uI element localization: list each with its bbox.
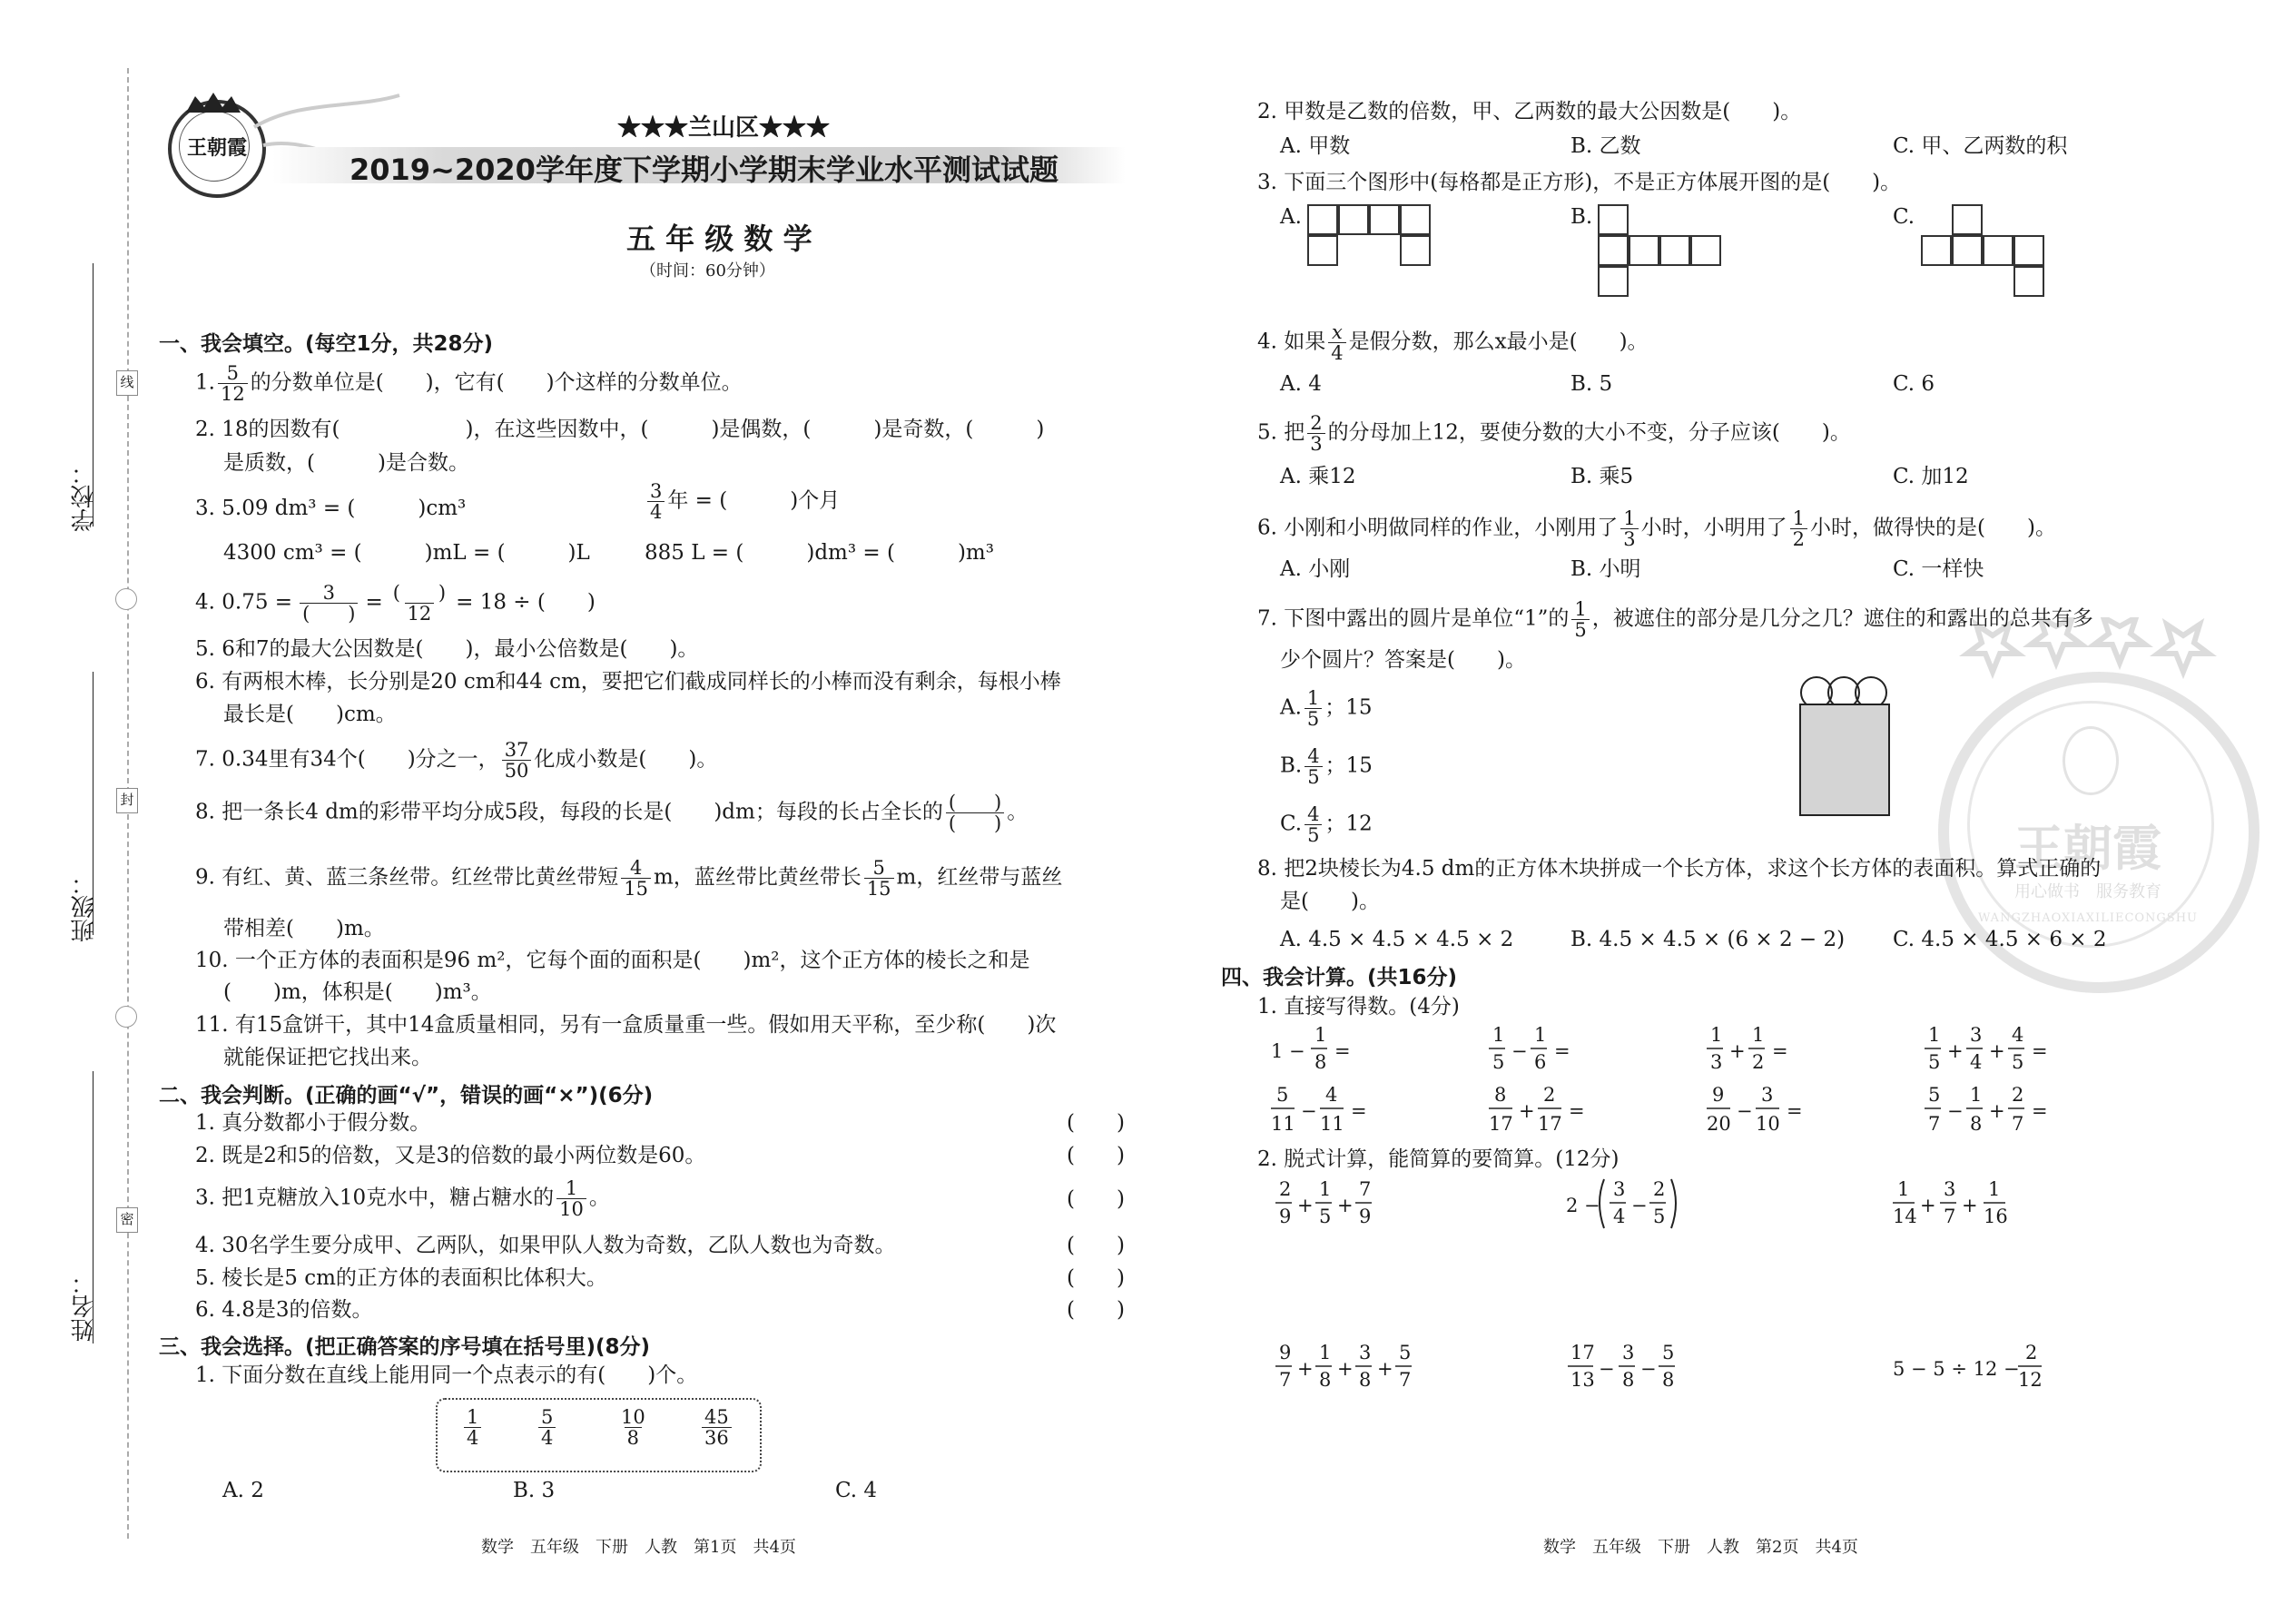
footer-left: 数学 五年级 下册 人教 第1页 共4页 bbox=[481, 1538, 796, 1557]
svg-text:2 −: 2 − bbox=[1566, 1195, 1600, 1216]
svg-text:1: 1 bbox=[1988, 1178, 2001, 1200]
s3-q1-option-b[interactable]: B. 3 bbox=[513, 1479, 556, 1502]
svg-text:+: + bbox=[1989, 1040, 2005, 1062]
s1-q7: 7. 0.34里有34个( )分之一， $\frac{37}{50}$ 化成小数是( )。 bbox=[195, 739, 718, 782]
s1-q6-line1: 6. 有两根木棒，长分别是20 cm和44 cm，要把它们截成同样长的小棒而没有剩余，每根小棒 bbox=[195, 670, 1061, 694]
s3-q8-option-a[interactable]: A. 4.5 × 4.5 × 4.5 × 2 bbox=[1280, 928, 1514, 951]
s3-q3-label-c[interactable]: C. bbox=[1893, 205, 1915, 229]
svg-text:+: + bbox=[1297, 1195, 1314, 1216]
s3-q1-frac-4: $\frac{45}{36}$ bbox=[699, 1407, 734, 1448]
svg-text:+: + bbox=[1337, 1358, 1354, 1380]
watermark-portrait bbox=[2063, 726, 2119, 795]
step-calc-2 bbox=[1566, 1178, 1676, 1228]
s3-q8-line1: 8. 把2块棱长为4.5 dm的正方体木块拼成一个长方体，求这个长方体的表面积。算式正确的 bbox=[1257, 857, 2102, 881]
s3-q2-option-a[interactable]: A. 甲数 bbox=[1280, 134, 1351, 158]
calc-6 bbox=[1489, 1084, 1585, 1135]
svg-text:17: 17 bbox=[1489, 1113, 1513, 1135]
calc-1 bbox=[1271, 1024, 1351, 1073]
s1-q4: 4. 0.75 = $\frac{3}{( )}$ = $\frac{( )}{12}$ = 18 ÷ ( ) bbox=[195, 582, 596, 625]
svg-text:−: − bbox=[1301, 1100, 1317, 1122]
s2-q5-answer[interactable]: ( ) bbox=[1067, 1266, 1125, 1290]
svg-text:1: 1 bbox=[1534, 1024, 1547, 1046]
s2-q3: 3. 把1克糖放入10克水中，糖占糖水的 $\frac{1}{10}$ 。 bbox=[195, 1177, 610, 1221]
watermark-name: 王朝霞 bbox=[2014, 819, 2161, 877]
s2-q6: 6. 4.8是3的倍数。 bbox=[195, 1298, 373, 1322]
s3-q7-line2: 少个圆片？答案是( )。 bbox=[1280, 648, 1526, 672]
s3-q1-option-a[interactable]: A. 2 bbox=[222, 1479, 264, 1502]
s3-q5-option-c[interactable]: C. 加12 bbox=[1893, 465, 1969, 488]
svg-text:+: + bbox=[1297, 1358, 1314, 1380]
s3-q7-option-a[interactable]: A. $\frac{1}{5}$ ；15 bbox=[1280, 687, 1373, 731]
svg-text:8: 8 bbox=[1494, 1084, 1507, 1106]
svg-text:−: − bbox=[1599, 1358, 1615, 1380]
calc-4 bbox=[1925, 1024, 2048, 1073]
svg-text:=: = bbox=[2032, 1040, 2048, 1062]
footer-right: 数学 五年级 下册 人教 第2页 共4页 bbox=[1543, 1538, 1858, 1557]
s2-q2-answer[interactable]: ( ) bbox=[1067, 1144, 1125, 1167]
binding-label-mi: 密 bbox=[116, 1207, 138, 1233]
s1-q6-line2: 最长是( )cm。 bbox=[223, 703, 397, 726]
svg-text:3: 3 bbox=[1622, 1342, 1635, 1363]
svg-text:17: 17 bbox=[1570, 1342, 1595, 1363]
s1-q10-line2: ( )m，体积是( )m³。 bbox=[223, 980, 492, 1004]
svg-text:5: 5 bbox=[2012, 1051, 2024, 1073]
svg-text:13: 13 bbox=[1570, 1369, 1595, 1391]
svg-text:8: 8 bbox=[1970, 1113, 1983, 1135]
calc-8 bbox=[1925, 1084, 2048, 1135]
step-calc-3 bbox=[1893, 1178, 2008, 1227]
s1-q1: 1. $\frac{5}{12}$ 的分数单位是( )，它有( )个这样的分数单位。 bbox=[195, 362, 743, 406]
binding-label-xian: 线 bbox=[116, 370, 138, 396]
svg-text:9: 9 bbox=[1279, 1342, 1292, 1363]
svg-text:6: 6 bbox=[1534, 1051, 1547, 1073]
svg-text:4: 4 bbox=[1325, 1084, 1338, 1106]
s1-q11-line1: 11. 有15盒饼干，其中14盒质量相同，另有一盒质量重一些。假如用天平称，至少称( )次 bbox=[195, 1013, 1057, 1037]
svg-text:1: 1 bbox=[1897, 1178, 1910, 1200]
binding-label-feng: 封 bbox=[116, 788, 138, 813]
svg-text:−: − bbox=[1737, 1100, 1753, 1122]
class-label: 班级： bbox=[71, 871, 98, 942]
s3-q6-option-a[interactable]: A. 小刚 bbox=[1280, 557, 1351, 581]
svg-text:+: + bbox=[1920, 1195, 1936, 1216]
s3-q1-frac-3: $\frac{10}{8}$ bbox=[621, 1406, 645, 1450]
svg-text:1: 1 bbox=[1314, 1024, 1327, 1046]
s1-q8: 8. 把一条长4 dm的彩带平均分成5段，每段的长是( )dm；每段的长占全长的 $\frac{( )}{( )}$ 。 bbox=[195, 792, 1029, 835]
svg-text:4: 4 bbox=[1613, 1206, 1626, 1227]
s1-q3b: $\frac{3}{4}$ 年 = ( )个月 bbox=[645, 481, 840, 522]
svg-text:3: 3 bbox=[1761, 1084, 1774, 1106]
svg-text:10: 10 bbox=[1756, 1113, 1780, 1135]
svg-text:8: 8 bbox=[1314, 1051, 1327, 1073]
calc-5 bbox=[1271, 1084, 1367, 1135]
svg-text:8: 8 bbox=[1662, 1369, 1675, 1391]
s3-q5-option-a[interactable]: A. 乘12 bbox=[1280, 465, 1356, 488]
s2-q6-answer[interactable]: ( ) bbox=[1067, 1298, 1125, 1322]
svg-text:1: 1 bbox=[1319, 1178, 1332, 1200]
section3-title: 三、我会选择。(把正确答案的序号填在括号里)(8分) bbox=[159, 1335, 651, 1359]
svg-text:11: 11 bbox=[1320, 1113, 1344, 1135]
svg-text:−: − bbox=[1631, 1195, 1648, 1216]
s1-q10-line1: 10. 一个正方体的表面积是96 m²，它每个面的面积是( )m²，这个正方体的棱长之和是 bbox=[195, 949, 1030, 972]
section2-title: 二、我会判断。(正确的画“√”，错误的画“×”)(6分) bbox=[159, 1084, 654, 1107]
svg-text:3: 3 bbox=[1970, 1024, 1983, 1046]
calc-2 bbox=[1489, 1024, 1570, 1073]
svg-text:9: 9 bbox=[1279, 1206, 1292, 1227]
svg-text:12: 12 bbox=[2018, 1369, 2043, 1391]
svg-text:7: 7 bbox=[1928, 1113, 1941, 1135]
s3-q3-label-a[interactable]: A. bbox=[1280, 205, 1302, 229]
s2-q3-answer[interactable]: ( ) bbox=[1067, 1187, 1125, 1211]
svg-text:9: 9 bbox=[1359, 1206, 1372, 1227]
s3-q7-option-c[interactable]: C. $\frac{4}{5}$ ；12 bbox=[1280, 803, 1373, 847]
s1-q3d: 885 L = ( )dm³ = ( )m³ bbox=[645, 541, 994, 565]
svg-text:−: − bbox=[1511, 1040, 1528, 1062]
svg-text:16: 16 bbox=[1984, 1206, 2008, 1227]
svg-text:4: 4 bbox=[2012, 1024, 2024, 1046]
svg-text:1: 1 bbox=[1970, 1084, 1983, 1106]
watermark-arc-text: WANGZHAOXIAXILIECONGSHU bbox=[1977, 911, 2199, 925]
step-calc-4 bbox=[1275, 1342, 1412, 1391]
svg-text:=: = bbox=[1772, 1040, 1788, 1062]
s3-q2-option-b[interactable]: B. 乙数 bbox=[1570, 134, 1641, 158]
section4-title: 四、我会计算。(共16分) bbox=[1221, 966, 1458, 989]
svg-text:+: + bbox=[1729, 1040, 1746, 1062]
svg-text:+: + bbox=[1337, 1195, 1354, 1216]
s2-q4-answer[interactable]: ( ) bbox=[1067, 1234, 1125, 1257]
s2-q1: 1. 真分数都小于假分数。 bbox=[195, 1111, 431, 1135]
s3-q7-line1: 7. 下图中露出的圆片是单位“1”的 $\frac{1}{5}$ ，被遮住的部分是几分之几？遮住的和露出的总共有多 bbox=[1257, 598, 2093, 642]
s1-q3c: 4300 cm³ = ( )mL = ( )L bbox=[223, 541, 590, 565]
calc-3 bbox=[1707, 1024, 1788, 1073]
svg-text:+: + bbox=[1989, 1100, 2005, 1122]
svg-text:=: = bbox=[1787, 1100, 1803, 1122]
svg-text:+: + bbox=[1519, 1100, 1535, 1122]
svg-text:1: 1 bbox=[1319, 1342, 1332, 1363]
svg-text:1: 1 bbox=[1752, 1024, 1765, 1046]
svg-text:5 − 5 ÷ 12 −: 5 − 5 ÷ 12 − bbox=[1893, 1358, 2020, 1380]
svg-text:7: 7 bbox=[1944, 1206, 1956, 1227]
svg-text:8: 8 bbox=[1319, 1369, 1332, 1391]
svg-text:5: 5 bbox=[1928, 1084, 1941, 1106]
s3-q6-option-c[interactable]: C. 一样快 bbox=[1893, 557, 1984, 581]
subject-title: 五 年 级 数 学 bbox=[626, 221, 812, 256]
svg-text:7: 7 bbox=[1279, 1369, 1292, 1391]
s3-q4-option-a[interactable]: A. 4 bbox=[1280, 372, 1322, 396]
svg-text:3: 3 bbox=[1613, 1178, 1626, 1200]
step-calc-6 bbox=[1893, 1342, 2043, 1391]
s2-q1-answer[interactable]: ( ) bbox=[1067, 1111, 1125, 1135]
s3-q2: 2. 甲数是乙数的倍数，甲、乙两数的最大公因数是( )。 bbox=[1257, 100, 1802, 123]
svg-text:1: 1 bbox=[1710, 1024, 1723, 1046]
svg-text:+: + bbox=[1377, 1358, 1393, 1380]
s1-q9-line1: 9. 有红、黄、蓝三条丝带。红丝带比黄丝带短 $\frac{4}{15}$ m，蓝丝带比黄丝带长 $\frac{5}{15}$ m，红丝带与蓝丝 bbox=[195, 857, 1063, 901]
s3-q5-option-b[interactable]: B. 乘5 bbox=[1570, 465, 1634, 488]
s3-q8-line2: 是( )。 bbox=[1280, 890, 1380, 913]
s3-q1-frac-2: $\frac{5}{4}$ bbox=[536, 1407, 558, 1448]
s3-q6: 6. 小刚和小明做同样的作业，小刚用了 $\frac{1}{3}$ 小时，小明用了 $\frac{1}{2}$ 小时，做得快的是( )。 bbox=[1257, 507, 2056, 551]
svg-text:8: 8 bbox=[1622, 1369, 1635, 1391]
svg-text:7: 7 bbox=[1399, 1369, 1412, 1391]
svg-text:14: 14 bbox=[1893, 1206, 1917, 1227]
binding-hole-1 bbox=[115, 588, 137, 610]
school-label: 学校： bbox=[71, 461, 98, 532]
svg-text:5: 5 bbox=[1662, 1342, 1675, 1363]
s3-q1-frac-1: $\frac{1}{4}$ bbox=[461, 1407, 484, 1448]
s3-q4: 4. 如果 $\frac{x}{4}$ 是假分数，那么x最小是( )。 bbox=[1257, 321, 1649, 365]
svg-text:17: 17 bbox=[1538, 1113, 1562, 1135]
svg-text:9: 9 bbox=[1712, 1084, 1725, 1106]
s1-q2-line1: 2. 18的因数有( )，在这些因数中，( )是偶数，( )是奇数，( ) bbox=[195, 418, 1045, 441]
svg-text:3: 3 bbox=[1359, 1342, 1372, 1363]
svg-text:8: 8 bbox=[1359, 1369, 1372, 1391]
region-title: ★★★兰山区★★★ bbox=[617, 114, 831, 142]
s1-q9-line2: 带相差( )m。 bbox=[223, 917, 385, 940]
step-calc-1 bbox=[1275, 1178, 1372, 1227]
svg-text:5: 5 bbox=[1319, 1206, 1332, 1227]
s2-q5: 5. 棱长是5 cm的正方体的表面积比体积大。 bbox=[195, 1266, 607, 1290]
svg-text:2: 2 bbox=[1653, 1178, 1666, 1200]
svg-text:=: = bbox=[2032, 1100, 2048, 1122]
svg-text:1: 1 bbox=[1492, 1024, 1505, 1046]
binding-hole-2 bbox=[115, 1006, 137, 1028]
svg-text:−: − bbox=[1640, 1358, 1657, 1380]
svg-text:5: 5 bbox=[1653, 1206, 1666, 1227]
svg-text:20: 20 bbox=[1707, 1113, 1731, 1135]
svg-text:=: = bbox=[1554, 1040, 1570, 1062]
calc-7 bbox=[1707, 1084, 1803, 1135]
svg-text:3: 3 bbox=[1710, 1051, 1723, 1073]
s2-q4: 4. 30名学生要分成甲、乙两队，如果甲队人数为奇数，乙队人数也为奇数。 bbox=[195, 1234, 896, 1257]
exam-title: 2019~2020学年度下学期小学期末学业水平测试试题 bbox=[350, 153, 1058, 187]
svg-text:−: − bbox=[1947, 1100, 1964, 1122]
s3-q3: 3. 下面三个图形中(每格都是正方形)，不是正方体展开图的是( )。 bbox=[1257, 171, 1902, 194]
svg-text:+: + bbox=[1947, 1040, 1964, 1062]
section1-title: 一、我会填空。(每空1分，共28分) bbox=[159, 332, 494, 356]
svg-text:=: = bbox=[1334, 1040, 1351, 1062]
svg-text:11: 11 bbox=[1271, 1113, 1295, 1135]
svg-text:2: 2 bbox=[1752, 1051, 1765, 1073]
svg-text:5: 5 bbox=[1928, 1051, 1941, 1073]
svg-text:1: 1 bbox=[1928, 1024, 1941, 1046]
s3-q8-option-b[interactable]: B. 4.5 × 4.5 × (6 × 2 − 2) bbox=[1570, 928, 1846, 951]
svg-text:5: 5 bbox=[1276, 1084, 1289, 1106]
svg-text:3: 3 bbox=[1944, 1178, 1956, 1200]
direct-calc-expressions bbox=[1271, 1021, 2070, 1144]
s3-q2-option-c[interactable]: C. 甲、乙两数的积 bbox=[1893, 134, 2068, 158]
s3-q5: 5. 把 $\frac{2}{3}$ 的分母加上12，要使分数的大小不变，分子应该( )。 bbox=[1257, 412, 1851, 456]
watermark-slogan: 用心做书 服务教育 bbox=[2014, 882, 2161, 901]
step-calc-expressions bbox=[1275, 1176, 2074, 1412]
svg-text:2: 2 bbox=[1543, 1084, 1556, 1106]
logo-text: 王朝霞 bbox=[186, 136, 247, 160]
s4-part2-title: 2. 脱式计算，能简算的要简算。(12分) bbox=[1257, 1147, 1620, 1171]
svg-text:=: = bbox=[1569, 1100, 1585, 1122]
s3-q1: 1. 下面分数在直线上能用同一个点表示的有( )个。 bbox=[195, 1363, 698, 1387]
svg-text:1 −: 1 − bbox=[1271, 1040, 1305, 1062]
svg-text:7: 7 bbox=[2012, 1113, 2024, 1135]
svg-text:5: 5 bbox=[1492, 1051, 1505, 1073]
s3-q8-option-c[interactable]: C. 4.5 × 4.5 × 6 × 2 bbox=[1893, 928, 2107, 951]
s2-q2: 2. 既是2和5的倍数，又是3的倍数的最小两位数是60。 bbox=[195, 1144, 706, 1167]
svg-text:=: = bbox=[1351, 1100, 1367, 1122]
svg-text:2: 2 bbox=[2025, 1342, 2038, 1363]
svg-text:2: 2 bbox=[1279, 1178, 1292, 1200]
s1-q3a: 3. 5.09 dm³ = ( )cm³ bbox=[195, 497, 467, 520]
step-calc-5 bbox=[1568, 1342, 1675, 1391]
s1-q5: 5. 6和7的最大公因数是( )，最小公倍数是( )。 bbox=[195, 637, 699, 661]
s3-q1-option-c[interactable]: C. 4 bbox=[835, 1479, 878, 1502]
svg-text:+: + bbox=[1962, 1195, 1978, 1216]
s1-q2-line2: 是质数，( )是合数。 bbox=[223, 451, 469, 475]
svg-text:7: 7 bbox=[1359, 1178, 1372, 1200]
exam-time: （时间：60分钟） bbox=[640, 261, 775, 281]
s3-q7-option-b[interactable]: B. $\frac{4}{5}$ ；15 bbox=[1280, 745, 1373, 789]
svg-text:4: 4 bbox=[1970, 1051, 1983, 1073]
s4-part1-title: 1. 直接写得数。(4分) bbox=[1257, 995, 1460, 1019]
name-label: 姓名： bbox=[71, 1271, 98, 1342]
svg-text:2: 2 bbox=[2012, 1084, 2024, 1106]
s1-q11-line2: 就能保证把它找出来。 bbox=[223, 1046, 432, 1069]
svg-text:5: 5 bbox=[1399, 1342, 1412, 1363]
s3-q4-option-c[interactable]: C. 6 bbox=[1893, 372, 1935, 396]
s3-q4-option-b[interactable]: B. 5 bbox=[1570, 372, 1613, 396]
s3-q6-option-b[interactable]: B. 小明 bbox=[1570, 557, 1641, 581]
s3-q3-label-b[interactable]: B. bbox=[1570, 205, 1593, 229]
